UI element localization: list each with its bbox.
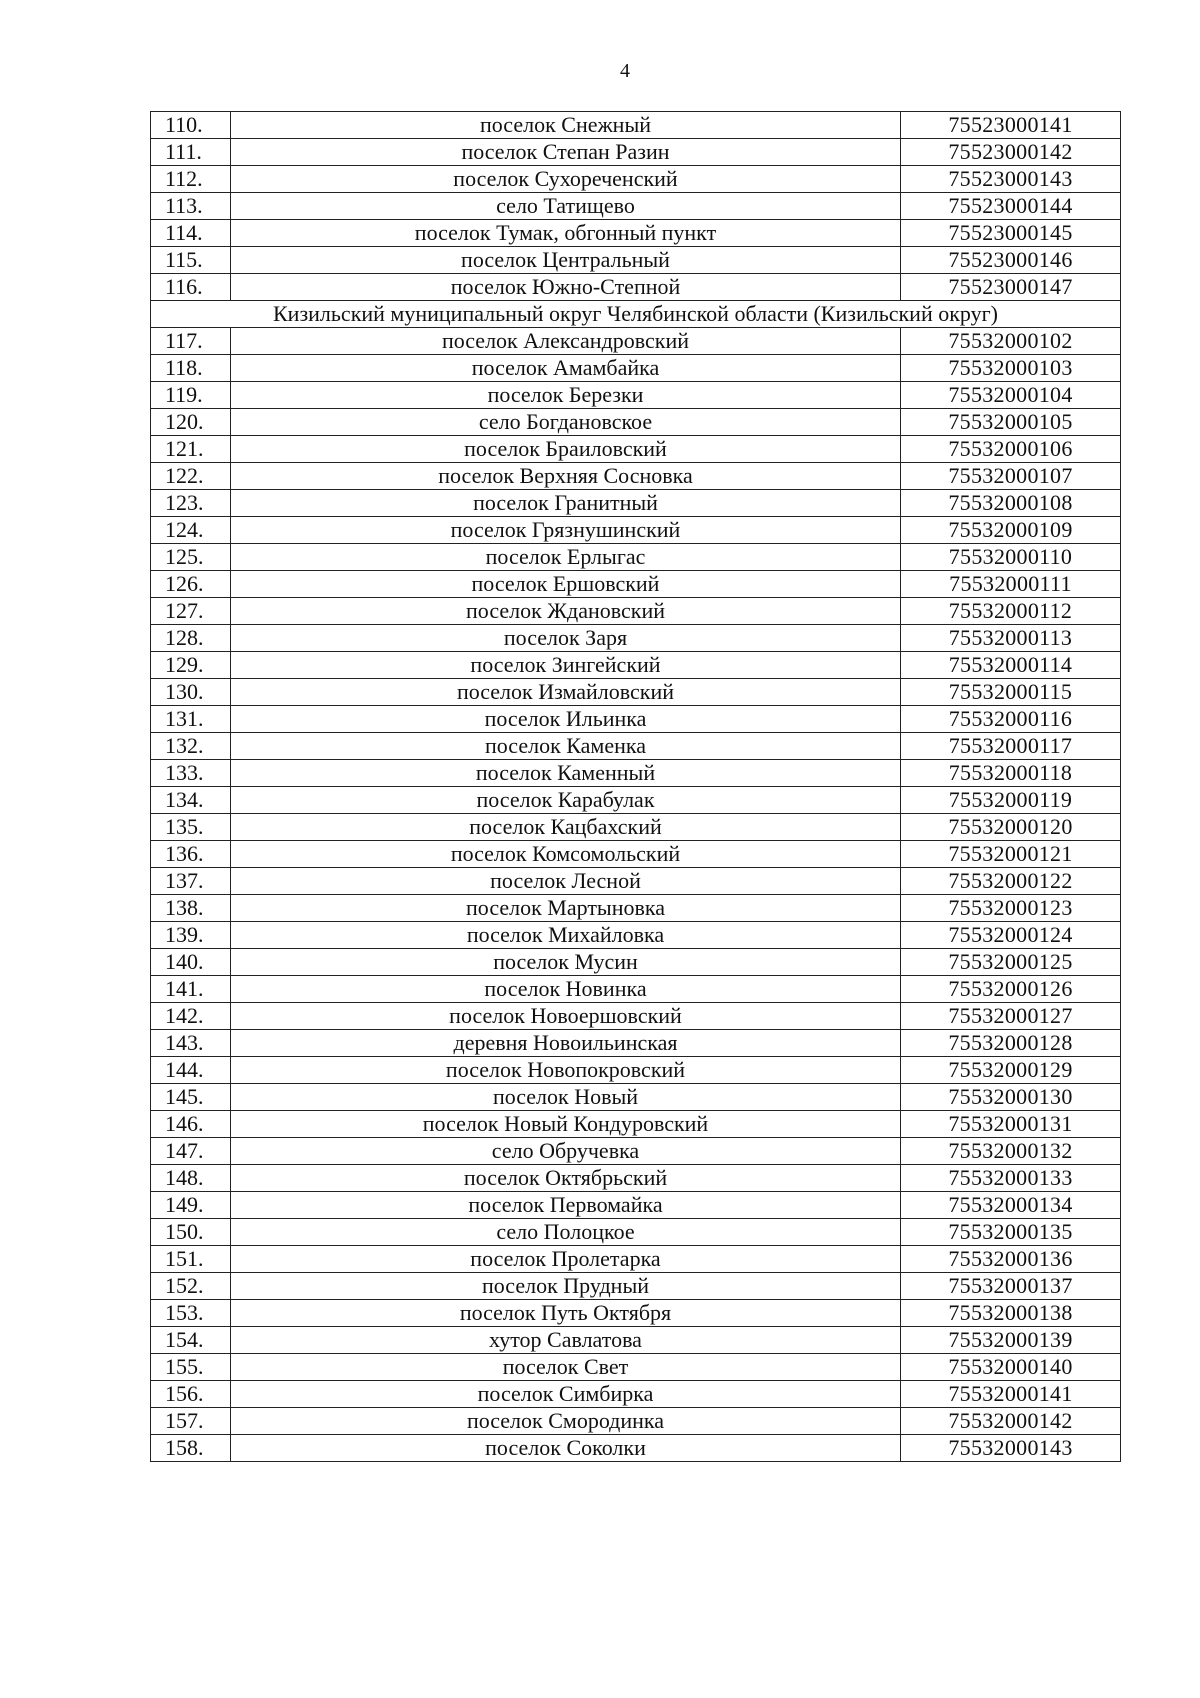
table-row [151, 1435, 1121, 1462]
page-number: 4 [620, 60, 630, 82]
settlement-name: село Татищево [231, 193, 901, 220]
oktmo-code: 75532000124 [901, 922, 1121, 949]
row-number: 143. [151, 1030, 231, 1057]
oktmo-code: 75532000133 [901, 1165, 1121, 1192]
settlement-name: поселок Первомайка [231, 1192, 901, 1219]
settlement-name: поселок Березки [231, 382, 901, 409]
oktmo-code: 75532000109 [901, 517, 1121, 544]
table-row [151, 1273, 1121, 1300]
row-number: 154. [151, 1327, 231, 1354]
oktmo-code: 75532000140 [901, 1354, 1121, 1381]
oktmo-code: 75532000118 [901, 760, 1121, 787]
oktmo-code: 75532000129 [901, 1057, 1121, 1084]
row-number: 134. [151, 787, 231, 814]
oktmo-code: 75532000107 [901, 463, 1121, 490]
oktmo-code: 75532000131 [901, 1111, 1121, 1138]
settlement-name: поселок Заря [231, 625, 901, 652]
settlement-name: поселок Кацбахский [231, 814, 901, 841]
row-number: 119. [151, 382, 231, 409]
table-row [151, 760, 1121, 787]
oktmo-code: 75532000117 [901, 733, 1121, 760]
oktmo-code: 75532000111 [901, 571, 1121, 598]
oktmo-code: 75532000121 [901, 841, 1121, 868]
settlement-name: поселок Ерлыгас [231, 544, 901, 571]
oktmo-code: 75523000141 [901, 112, 1121, 139]
settlement-name: поселок Соколки [231, 1435, 901, 1462]
settlement-name: поселок Лесной [231, 868, 901, 895]
table-row [151, 193, 1121, 220]
oktmo-code: 75523000143 [901, 166, 1121, 193]
row-number: 132. [151, 733, 231, 760]
table-row [151, 868, 1121, 895]
table-row [151, 706, 1121, 733]
oktmo-code: 75532000137 [901, 1273, 1121, 1300]
row-number: 113. [151, 193, 231, 220]
row-number: 152. [151, 1273, 231, 1300]
oktmo-code: 75523000147 [901, 274, 1121, 301]
oktmo-code: 75532000136 [901, 1246, 1121, 1273]
table-row [151, 1381, 1121, 1408]
row-number: 137. [151, 868, 231, 895]
row-number: 114. [151, 220, 231, 247]
row-number: 140. [151, 949, 231, 976]
row-number: 141. [151, 976, 231, 1003]
settlement-name: поселок Зингейский [231, 652, 901, 679]
row-number: 145. [151, 1084, 231, 1111]
settlement-name: поселок Гранитный [231, 490, 901, 517]
settlement-name: поселок Верхняя Сосновка [231, 463, 901, 490]
row-number: 131. [151, 706, 231, 733]
table-row [151, 139, 1121, 166]
settlement-name: поселок Карабулак [231, 787, 901, 814]
table-row [151, 382, 1121, 409]
settlement-name: поселок Тумак, обгонный пункт [231, 220, 901, 247]
row-number: 136. [151, 841, 231, 868]
oktmo-code: 75532000139 [901, 1327, 1121, 1354]
row-number: 124. [151, 517, 231, 544]
oktmo-code: 75532000116 [901, 706, 1121, 733]
oktmo-code: 75532000143 [901, 1435, 1121, 1462]
table-row [151, 1354, 1121, 1381]
settlement-name: хутор Савлатова [231, 1327, 901, 1354]
table-row [151, 220, 1121, 247]
settlement-name: село Обручевка [231, 1138, 901, 1165]
table-row [151, 598, 1121, 625]
row-number: 133. [151, 760, 231, 787]
oktmo-code: 75532000127 [901, 1003, 1121, 1030]
settlement-name: поселок Грязнушинский [231, 517, 901, 544]
row-number: 118. [151, 355, 231, 382]
table-row [151, 1246, 1121, 1273]
settlement-name: поселок Новоершовский [231, 1003, 901, 1030]
settlement-name: поселок Южно-Степной [231, 274, 901, 301]
settlement-name: поселок Центральный [231, 247, 901, 274]
table-row [151, 1003, 1121, 1030]
section-title: Кизильский муниципальный округ Челябинской области (Кизильский округ) [151, 301, 1121, 328]
table-row [151, 1300, 1121, 1327]
section-header-row [151, 301, 1121, 328]
settlement-name: поселок Симбирка [231, 1381, 901, 1408]
table-row [151, 1030, 1121, 1057]
settlements-table [150, 111, 1121, 1462]
row-number: 125. [151, 544, 231, 571]
row-number: 122. [151, 463, 231, 490]
row-number: 123. [151, 490, 231, 517]
oktmo-code: 75532000106 [901, 436, 1121, 463]
table-row [151, 1327, 1121, 1354]
table-row [151, 733, 1121, 760]
settlement-name: поселок Ждановский [231, 598, 901, 625]
table-row [151, 1408, 1121, 1435]
row-number: 117. [151, 328, 231, 355]
oktmo-code: 75532000115 [901, 679, 1121, 706]
oktmo-code: 75523000144 [901, 193, 1121, 220]
settlement-name: поселок Сухореченский [231, 166, 901, 193]
row-number: 112. [151, 166, 231, 193]
oktmo-code: 75532000141 [901, 1381, 1121, 1408]
oktmo-code: 75532000123 [901, 895, 1121, 922]
table-row [151, 1138, 1121, 1165]
row-number: 138. [151, 895, 231, 922]
table-row [151, 463, 1121, 490]
row-number: 127. [151, 598, 231, 625]
table-row [151, 112, 1121, 139]
table-row [151, 1057, 1121, 1084]
oktmo-code: 75532000105 [901, 409, 1121, 436]
oktmo-code: 75532000130 [901, 1084, 1121, 1111]
oktmo-code: 75532000108 [901, 490, 1121, 517]
table-row [151, 1219, 1121, 1246]
table-row [151, 1192, 1121, 1219]
settlement-name: поселок Ершовский [231, 571, 901, 598]
oktmo-code: 75532000102 [901, 328, 1121, 355]
table-row [151, 922, 1121, 949]
settlement-name: поселок Новинка [231, 976, 901, 1003]
row-number: 148. [151, 1165, 231, 1192]
oktmo-code: 75532000112 [901, 598, 1121, 625]
row-number: 142. [151, 1003, 231, 1030]
settlement-name: поселок Степан Разин [231, 139, 901, 166]
row-number: 157. [151, 1408, 231, 1435]
settlement-name: поселок Амамбайка [231, 355, 901, 382]
oktmo-code: 75523000145 [901, 220, 1121, 247]
oktmo-code: 75532000134 [901, 1192, 1121, 1219]
row-number: 158. [151, 1435, 231, 1462]
oktmo-code: 75532000119 [901, 787, 1121, 814]
oktmo-code: 75532000142 [901, 1408, 1121, 1435]
row-number: 135. [151, 814, 231, 841]
table-row [151, 517, 1121, 544]
settlement-name: поселок Октябрьский [231, 1165, 901, 1192]
table-row [151, 1111, 1121, 1138]
settlement-name: поселок Ильинка [231, 706, 901, 733]
table-row [151, 247, 1121, 274]
row-number: 144. [151, 1057, 231, 1084]
table-row [151, 166, 1121, 193]
oktmo-code: 75532000110 [901, 544, 1121, 571]
settlement-name: село Богдановское [231, 409, 901, 436]
oktmo-code: 75532000132 [901, 1138, 1121, 1165]
row-number: 110. [151, 112, 231, 139]
table-row [151, 976, 1121, 1003]
oktmo-code: 75523000142 [901, 139, 1121, 166]
table-row [151, 787, 1121, 814]
oktmo-code: 75532000126 [901, 976, 1121, 1003]
row-number: 130. [151, 679, 231, 706]
table-row [151, 409, 1121, 436]
oktmo-code: 75532000128 [901, 1030, 1121, 1057]
oktmo-code: 75532000122 [901, 868, 1121, 895]
row-number: 120. [151, 409, 231, 436]
table-row [151, 895, 1121, 922]
settlement-name: деревня Новоильинская [231, 1030, 901, 1057]
row-number: 147. [151, 1138, 231, 1165]
row-number: 155. [151, 1354, 231, 1381]
row-number: 128. [151, 625, 231, 652]
oktmo-code: 75532000135 [901, 1219, 1121, 1246]
oktmo-code: 75532000138 [901, 1300, 1121, 1327]
oktmo-code: 75532000104 [901, 382, 1121, 409]
row-number: 150. [151, 1219, 231, 1246]
table-body [151, 112, 1121, 1462]
row-number: 111. [151, 139, 231, 166]
table-row [151, 1165, 1121, 1192]
settlement-name: поселок Мусин [231, 949, 901, 976]
row-number: 156. [151, 1381, 231, 1408]
table-row [151, 571, 1121, 598]
table-row [151, 544, 1121, 571]
settlement-name: поселок Михайловка [231, 922, 901, 949]
row-number: 139. [151, 922, 231, 949]
row-number: 121. [151, 436, 231, 463]
settlement-name: поселок Путь Октября [231, 1300, 901, 1327]
table-row [151, 625, 1121, 652]
row-number: 151. [151, 1246, 231, 1273]
table-row [151, 679, 1121, 706]
table-row [151, 436, 1121, 463]
table-row [151, 490, 1121, 517]
table-row [151, 814, 1121, 841]
oktmo-code: 75532000120 [901, 814, 1121, 841]
settlement-name: поселок Пролетарка [231, 1246, 901, 1273]
oktmo-code: 75532000113 [901, 625, 1121, 652]
settlement-name: поселок Каменный [231, 760, 901, 787]
oktmo-code: 75532000103 [901, 355, 1121, 382]
settlement-name: село Полоцкое [231, 1219, 901, 1246]
table-row [151, 652, 1121, 679]
row-number: 126. [151, 571, 231, 598]
table-row [151, 841, 1121, 868]
oktmo-code: 75532000125 [901, 949, 1121, 976]
table-row [151, 1084, 1121, 1111]
settlement-name: поселок Новый [231, 1084, 901, 1111]
settlement-name: поселок Каменка [231, 733, 901, 760]
row-number: 115. [151, 247, 231, 274]
settlement-name: поселок Измайловский [231, 679, 901, 706]
table-row [151, 274, 1121, 301]
settlement-name: поселок Прудный [231, 1273, 901, 1300]
settlement-name: поселок Браиловский [231, 436, 901, 463]
row-number: 149. [151, 1192, 231, 1219]
settlement-name: поселок Снежный [231, 112, 901, 139]
row-number: 116. [151, 274, 231, 301]
settlement-name: поселок Новопокровский [231, 1057, 901, 1084]
table-row [151, 328, 1121, 355]
row-number: 153. [151, 1300, 231, 1327]
settlement-name: поселок Комсомольский [231, 841, 901, 868]
settlement-name: поселок Мартыновка [231, 895, 901, 922]
table-row [151, 355, 1121, 382]
oktmo-code: 75523000146 [901, 247, 1121, 274]
settlement-name: поселок Новый Кондуровский [231, 1111, 901, 1138]
row-number: 129. [151, 652, 231, 679]
table-row [151, 949, 1121, 976]
settlement-name: поселок Свет [231, 1354, 901, 1381]
settlement-name: поселок Александровский [231, 328, 901, 355]
row-number: 146. [151, 1111, 231, 1138]
oktmo-code: 75532000114 [901, 652, 1121, 679]
settlement-name: поселок Смородинка [231, 1408, 901, 1435]
